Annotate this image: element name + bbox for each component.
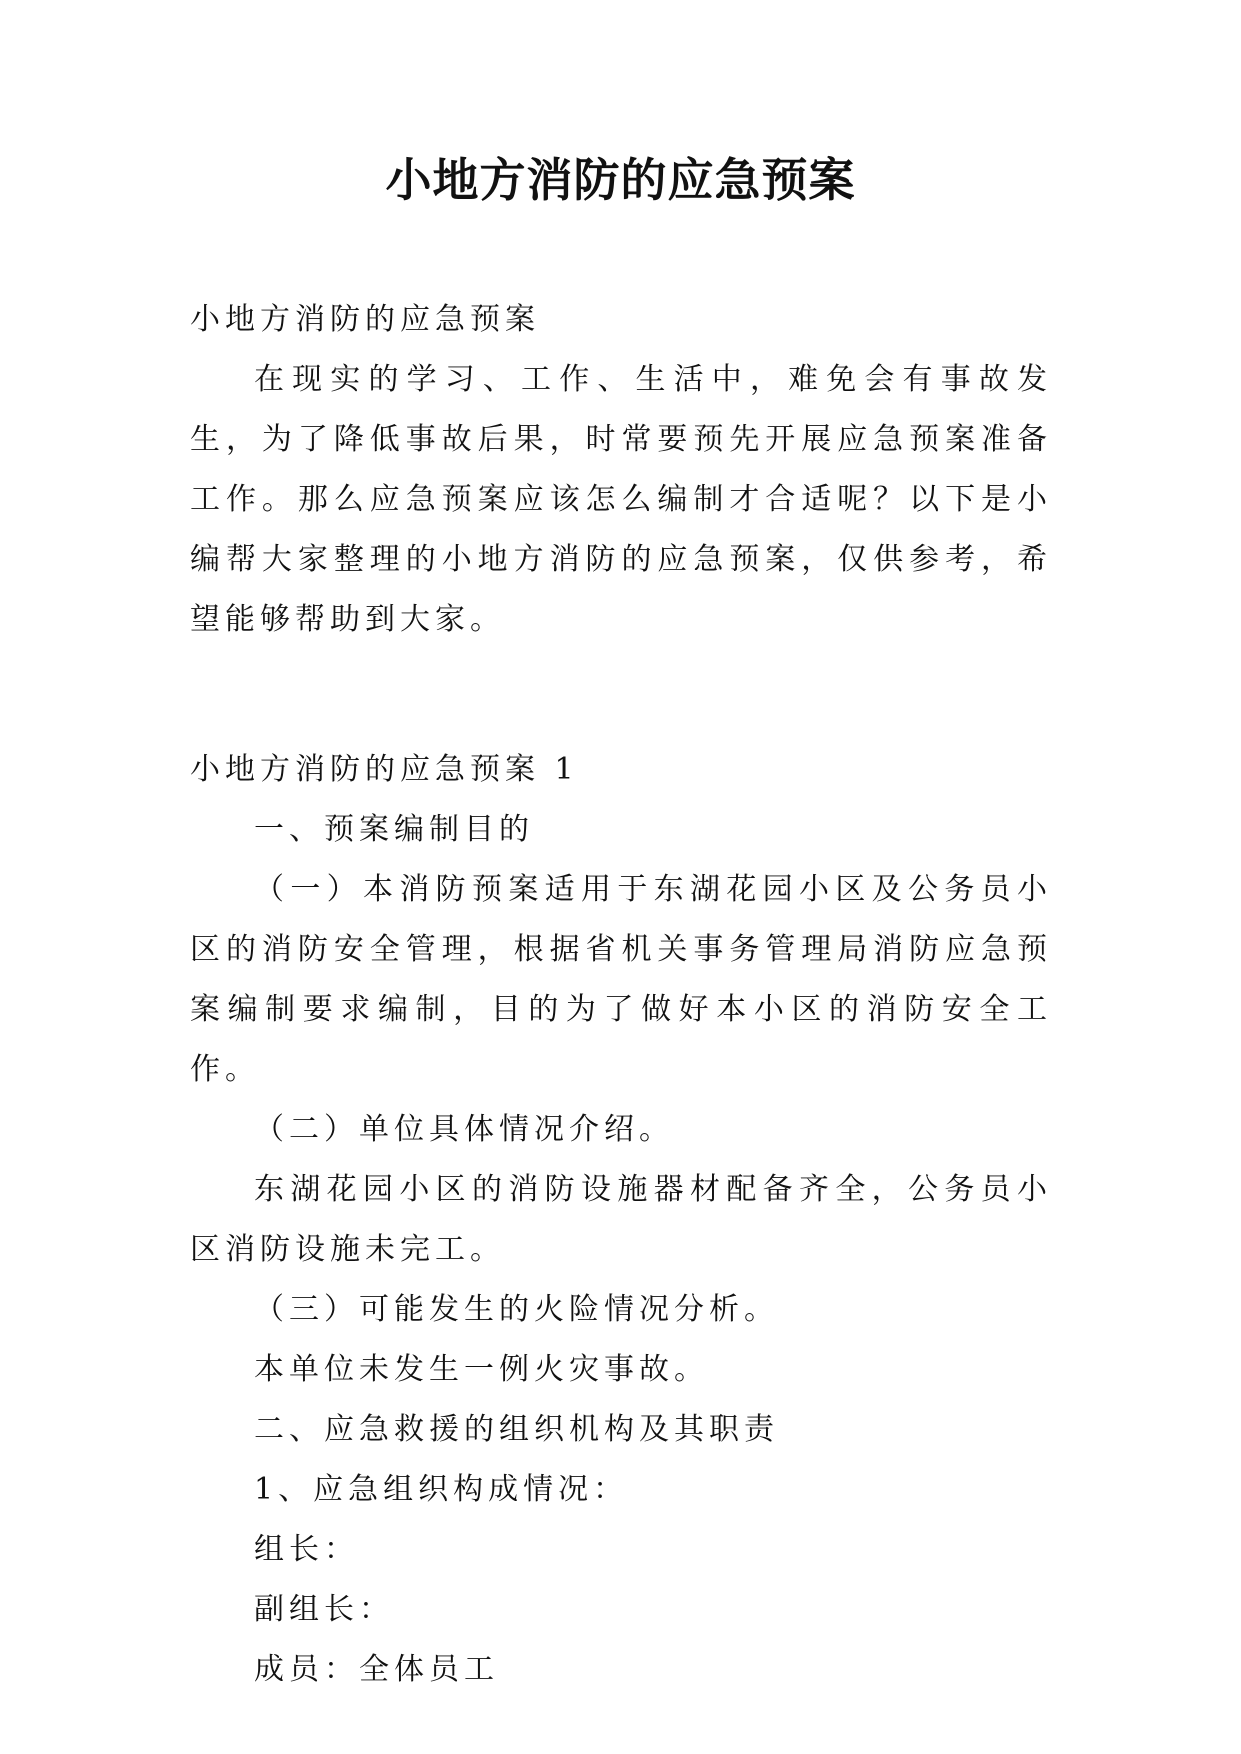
- section-paragraph-team-leader: 组长：: [254, 1532, 359, 1567]
- section-paragraph-unit-heading: （二）单位具体情况介绍。: [254, 1112, 674, 1147]
- section-spacer: [190, 650, 1052, 740]
- intro-paragraph: 在现实的学习、工作、生活中，难免会有事故发生，为了降低事故后果，时常要预先开展应急预案准备工作。那么应急预案应该怎么编制才合适呢？以下是小编帮大家整理的小地方消防的应急预案，仅供参考，希望能够帮助到大家。: [190, 362, 1052, 637]
- section-paragraph-scope: （一）本消防预案适用于东湖花园小区及公务员小区的消防安全管理，根据省机关事务管理局消防应急预案编制要求编制，目的为了做好本小区的消防安全工作。: [190, 872, 1052, 1087]
- document-body: [190, 290, 1052, 1700]
- section-paragraph-unit-detail: 东湖花园小区的消防设施器材配备齐全，公务员小区消防设施未完工。: [190, 1172, 1052, 1267]
- section-paragraph-deputy-leader: 副组长：: [254, 1592, 394, 1627]
- section-paragraph-organization-heading: 二、应急救援的组织机构及其职责: [254, 1412, 779, 1447]
- document-title: 小地方消防的应急预案: [385, 153, 856, 207]
- document-subtitle: 小地方消防的应急预案: [190, 302, 540, 337]
- section-paragraph-organization-composition: 1、应急组织构成情况：: [254, 1472, 629, 1507]
- section-paragraph-risk-heading: （三）可能发生的火险情况分析。: [254, 1292, 779, 1327]
- section-paragraph-members: 成员：全体员工: [254, 1652, 499, 1687]
- section-paragraph-risk-detail: 本单位未发生一例火灾事故。: [254, 1352, 709, 1387]
- section-paragraph-purpose-heading: 一、预案编制目的: [254, 812, 534, 847]
- section-heading: 小地方消防的应急预案 1: [190, 752, 579, 787]
